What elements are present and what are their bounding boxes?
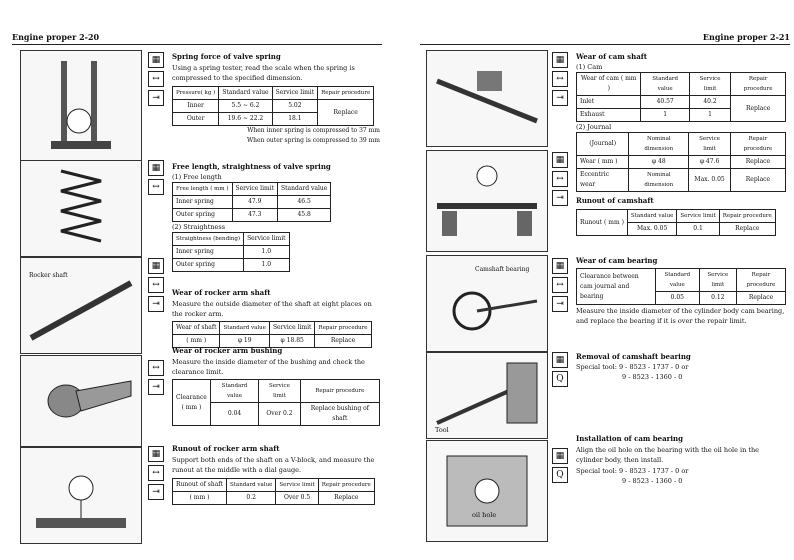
valve-spring-section [172, 52, 380, 146]
icon-column [148, 52, 164, 109]
table-cell: Outer spring [173, 259, 244, 272]
check-icon: ▦ [148, 52, 164, 68]
icon-column [148, 258, 164, 315]
table-cell: Max. 0.05 [627, 223, 676, 236]
expand-icon: ↔ [552, 277, 568, 293]
special-tool: 9 - 8523 - 1360 - 0 [622, 373, 683, 381]
table-cell: Inlet [577, 96, 641, 109]
table-cell: φ 18.85 [269, 335, 315, 348]
table-cell: Repair procedure [736, 269, 785, 292]
subheading: (2) Journal [576, 123, 612, 131]
table-cell: 47.9 [232, 196, 278, 209]
icon-column [552, 258, 568, 315]
table-cell: Eccentric wear [577, 169, 629, 192]
table-cell: Exhaust [577, 109, 641, 122]
section-title: Free length, straightness of valve spring [172, 162, 331, 171]
bearing-install-illustration [426, 440, 548, 542]
table-cell: Replace [731, 96, 786, 122]
section-text: Using a spring tester, read the scale when the spring is compressed to the specified dimension. [172, 64, 355, 82]
table-cell: 0.2 [226, 492, 275, 505]
table-cell: 1 [641, 109, 689, 122]
check-icon: ▦ [552, 152, 568, 168]
table-cell: Outer spring [173, 209, 233, 222]
figure-label: oil hole [472, 511, 497, 519]
check-icon: ▦ [552, 352, 568, 368]
expand-icon: ↔ [148, 465, 164, 481]
table-cell: Inner [173, 100, 219, 113]
section-title: Wear of cam shaft [576, 52, 647, 61]
free-length-section [172, 162, 380, 272]
table-cell: 0.12 [699, 292, 736, 305]
table-cell: Replace [730, 156, 785, 169]
section-title: Spring force of valve spring [172, 52, 281, 61]
table-cell: φ 48 [629, 156, 689, 169]
table-cell: Replace [318, 492, 374, 505]
section-text: Measure the outside diameter of the shaft at eight places on the rocker arm. [172, 300, 372, 318]
right-page [420, 0, 790, 560]
icon-column [552, 52, 568, 109]
rocker-shaft-table [172, 321, 372, 348]
section-title: Installation of cam bearing [576, 434, 683, 443]
table-cell: Standard value [278, 183, 331, 196]
table-cell: Wear of shaft [173, 322, 220, 335]
check-icon: ▦ [148, 258, 164, 274]
section-text: Support both ends of the shaft on a V-block, and measure the runout at the middle with a dial gauge. [172, 456, 375, 474]
cam-bearing-section [576, 256, 786, 327]
table-cell: 40.2 [689, 96, 730, 109]
straightness-table [172, 232, 290, 272]
table-cell: Service limit [689, 133, 731, 156]
table-cell: Runout ( mm ) [577, 210, 628, 236]
expand-icon: ↔ [148, 277, 164, 293]
table-cell: Nominal dimension [629, 133, 689, 156]
cam-bearing-illustration [426, 255, 548, 352]
expand-icon: ↔ [148, 179, 164, 195]
figure-label: Camshaft bearing [475, 266, 530, 273]
section-text: Measure the inside diameter of the cylinder body cam bearing, and replace the bearing if it is over the repair limit. [576, 307, 785, 325]
table-cell: Replace [315, 335, 371, 348]
cam-bearing-table [576, 268, 786, 305]
table-cell: 0.1 [677, 223, 719, 236]
table-cell: Inner spring [173, 196, 233, 209]
table-cell: Service limit [269, 322, 315, 335]
table-cell: Outer [173, 113, 219, 126]
icon-column [148, 446, 164, 503]
table-cell: φ 19 [220, 335, 269, 348]
table-cell: Repair procedure [719, 210, 775, 223]
table-cell: Standard value [641, 73, 689, 96]
bushing-table [172, 379, 380, 426]
table-cell: Standard value [220, 322, 269, 335]
spring-tester-illustration [20, 50, 142, 162]
expand-icon: ↔ [552, 171, 568, 187]
runout-section [172, 444, 380, 505]
table-cell: 47.3 [232, 209, 278, 222]
magnifier-icon: Q [552, 467, 568, 483]
section-title: Wear of rocker arm bushing [172, 346, 283, 355]
compress-icon: ⇥ [552, 90, 568, 106]
icon-column [148, 360, 164, 398]
spring-force-table [172, 86, 374, 126]
table-cell: 5.02 [272, 100, 318, 113]
table-cell: Repair procedure [300, 380, 379, 403]
expand-icon: ↔ [148, 360, 164, 376]
compress-icon: ⇥ [552, 190, 568, 206]
table-cell: Repair procedure [315, 322, 371, 335]
table-cell: 18.1 [272, 113, 318, 126]
subheading: (1) Free length [172, 173, 222, 181]
compress-icon: ⇥ [148, 379, 164, 395]
bearing-removal-illustration [426, 352, 548, 439]
table-cell: φ 47.6 [689, 156, 731, 169]
table-cell: Replace [736, 292, 785, 305]
table-cell: Repair procedure [731, 73, 786, 96]
table-cell: 1 [689, 109, 730, 122]
icon-column [148, 160, 164, 198]
table-cell: Replace [719, 223, 775, 236]
special-tool: 9 - 8523 - 1360 - 0 [622, 477, 683, 485]
rocker-shaft-section [172, 288, 380, 348]
journal-table [576, 132, 786, 192]
magnifier-icon: Q [552, 371, 568, 387]
table-cell: 0.05 [656, 292, 700, 305]
figure-label: Tool [435, 426, 449, 434]
table-cell: Standard value [656, 269, 700, 292]
cam-wear-section [576, 52, 786, 192]
icon-column [552, 448, 568, 486]
table-cell: ( mm ) [173, 492, 227, 505]
table-cell: Over 0.2 [259, 403, 300, 426]
table-cell: Repair procedure [318, 87, 374, 100]
section-text: Align the oil hole on the bearing with the oil hole in the cylinder body, then install. [576, 446, 759, 464]
table-cell: Service limit [677, 210, 719, 223]
rocker-shaft-illustration [20, 257, 142, 354]
table-cell: ( mm ) [173, 335, 220, 348]
check-icon: ▦ [552, 448, 568, 464]
compress-icon: ⇥ [148, 296, 164, 312]
bushing-section [172, 346, 380, 426]
table-cell: 40.57 [641, 96, 689, 109]
table-cell: Standard value [210, 380, 258, 403]
icon-column [552, 152, 568, 209]
micrometer-illustration [426, 50, 548, 147]
table-cell: Standard value [627, 210, 676, 223]
table-cell: (Journal) [577, 133, 629, 156]
table-cell: Free length ( mm ) [173, 183, 233, 196]
section-title: Wear of rocker arm shaft [172, 288, 271, 297]
bearing-install-section [576, 434, 786, 486]
table-cell: Replace [318, 100, 374, 126]
table-cell: Repair procedure [318, 479, 374, 492]
table-cell: Service limit [272, 87, 318, 100]
expand-icon: ↔ [148, 71, 164, 87]
table-cell: 5.5 ~ 6.2 [219, 100, 272, 113]
table-cell: Service limit [276, 479, 318, 492]
table-cell: Over 0.5 [276, 492, 318, 505]
spring-illustration [20, 160, 142, 257]
page-header: Engine proper 2-21 [420, 30, 790, 45]
table-cell: Service limit [689, 73, 730, 96]
table-cell: Service limit [699, 269, 736, 292]
subheading: (2) Straightness [172, 223, 226, 231]
table-cell: Replace [730, 169, 785, 192]
left-page [12, 0, 382, 560]
subheading: (1) Cam [576, 63, 603, 71]
section-title: Runout of camshaft [576, 196, 654, 205]
table-cell: Standard value [226, 479, 275, 492]
check-icon: ▦ [552, 52, 568, 68]
compress-icon: ⇥ [552, 296, 568, 312]
table-cell: Wear of cam ( mm ) [577, 73, 641, 96]
camshaft-runout-table [576, 209, 776, 236]
section-title: Runout of rocker arm shaft [172, 444, 280, 453]
page-header: Engine proper 2-20 [12, 30, 382, 45]
table-cell: Inner spring [173, 246, 244, 259]
dial-gauge-illustration [20, 447, 142, 544]
table-cell: 46.5 [278, 196, 331, 209]
icon-column [552, 352, 568, 390]
table-cell: 0.04 [210, 403, 258, 426]
cam-wear-table [576, 72, 786, 122]
table-cell: 1.0 [244, 259, 290, 272]
compress-icon: ⇥ [148, 90, 164, 106]
table-cell: Repair procedure [730, 133, 785, 156]
note: When outer spring is compressed to 39 mm [246, 137, 380, 144]
figure-label: Rocker shaft [29, 272, 68, 279]
note: When inner spring is compressed to 37 mm [247, 127, 380, 134]
check-icon: ▦ [148, 446, 164, 462]
camshaft-vblock-illustration [426, 150, 548, 252]
runout-table [172, 478, 375, 505]
table-cell: Service limit [232, 183, 278, 196]
expand-icon: ↔ [552, 71, 568, 87]
table-cell: Pressure( kg ) [173, 87, 219, 100]
table-cell: Straightness (bending) [173, 233, 244, 246]
table-cell: 45.8 [278, 209, 331, 222]
section-text: Measure the inside diameter of the bushing and check the clearance limit. [172, 358, 365, 376]
special-tool: Special tool: 9 - 8523 - 1737 - 0 or [576, 467, 689, 475]
check-icon: ▦ [552, 258, 568, 274]
table-cell: 19.6 ~ 22.2 [219, 113, 272, 126]
table-cell: Runout of shaft [173, 479, 227, 492]
table-cell: Wear ( mm ) [577, 156, 629, 169]
table-cell: Service limit [259, 380, 300, 403]
table-cell: 1.0 [244, 246, 290, 259]
check-icon: ▦ [148, 160, 164, 176]
section-title: Wear of cam bearing [576, 256, 658, 265]
special-tool: Special tool: 9 - 8523 - 1737 - 0 or [576, 363, 689, 371]
table-cell: Nominal dimension [629, 169, 689, 192]
table-cell: Max. 0.05 [689, 169, 731, 192]
table-cell: Service limit [244, 233, 290, 246]
table-cell: Standard value [219, 87, 272, 100]
rocker-arm-illustration [20, 355, 142, 447]
bearing-removal-section [576, 352, 786, 382]
section-title: Removal of camshaft bearing [576, 352, 691, 361]
table-cell: Clearance between cam journal and bearing [577, 269, 656, 305]
table-cell: Clearance ( mm ) [173, 380, 211, 426]
compress-icon: ⇥ [148, 484, 164, 500]
free-length-table [172, 182, 331, 222]
camshaft-runout-section [576, 196, 786, 236]
table-cell: Replace bushing of shaft [300, 403, 379, 426]
